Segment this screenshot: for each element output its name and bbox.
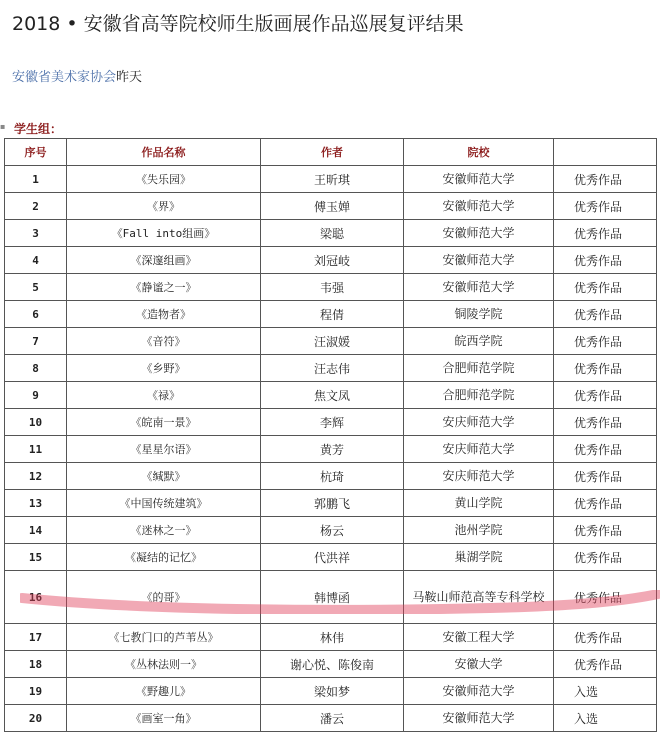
table-row (5, 166, 657, 193)
cell-award: 优秀作品 (554, 301, 657, 328)
cell-work-name: 《的哥》 (67, 571, 261, 624)
cell-award: 优秀作品 (554, 355, 657, 382)
table-header-row (5, 139, 657, 166)
cell-index: 13 (5, 490, 67, 517)
header-award (554, 139, 657, 166)
cell-school: 安徽师范大学 (404, 193, 554, 220)
article-title: 2018 • 安徽省高等院校师生版画展作品巡展复评结果 (12, 13, 464, 35)
table-row (5, 274, 657, 301)
cell-index: 2 (5, 193, 67, 220)
cell-index: 3 (5, 220, 67, 247)
cell-school: 安庆师范大学 (404, 463, 554, 490)
cell-author: 韦强 (261, 274, 404, 301)
cell-index: 1 (5, 166, 67, 193)
cell-school: 安庆师范大学 (404, 409, 554, 436)
cell-author: 王昕琪 (261, 166, 404, 193)
table-row (5, 247, 657, 274)
cell-school: 池州学院 (404, 517, 554, 544)
cell-author: 程倩 (261, 301, 404, 328)
cell-award: 优秀作品 (554, 274, 657, 301)
table-row (5, 409, 657, 436)
header-index: 序号 (5, 139, 67, 166)
table-row (5, 705, 657, 732)
cell-author: 汪志伟 (261, 355, 404, 382)
cell-index: 4 (5, 247, 67, 274)
cell-index: 20 (5, 705, 67, 732)
table-row (5, 517, 657, 544)
cell-author: 汪淑媛 (261, 328, 404, 355)
cell-school: 合肥师范学院 (404, 382, 554, 409)
cell-author: 杨云 (261, 517, 404, 544)
cell-work-name: 《画室一角》 (67, 705, 261, 732)
header-work-name: 作品名称 (67, 139, 261, 166)
cell-work-name: 《静谧之一》 (67, 274, 261, 301)
cell-school: 巢湖学院 (404, 544, 554, 571)
cell-author: 刘冠岐 (261, 247, 404, 274)
table-row (5, 328, 657, 355)
cell-author: 谢心悦、陈俊南 (261, 651, 404, 678)
results-table (4, 138, 657, 732)
header-author: 作者 (261, 139, 404, 166)
cell-index: 6 (5, 301, 67, 328)
article-meta (12, 66, 142, 85)
cell-award: 优秀作品 (554, 544, 657, 571)
cell-index: 17 (5, 624, 67, 651)
cell-index: 5 (5, 274, 67, 301)
table-row (5, 301, 657, 328)
cell-index: 11 (5, 436, 67, 463)
cell-work-name: 《Fall into组画》 (67, 220, 261, 247)
cell-author: 韩博函 (261, 571, 404, 624)
cell-school: 马鞍山师范高等专科学校 (404, 571, 554, 624)
cell-award: 优秀作品 (554, 166, 657, 193)
cell-index: 15 (5, 544, 67, 571)
cell-index: 14 (5, 517, 67, 544)
cell-index: 18 (5, 651, 67, 678)
cell-index: 16 (5, 571, 67, 624)
cell-author: 傅玉婵 (261, 193, 404, 220)
author-link[interactable]: 安徽省美术家协会 (12, 70, 117, 85)
cell-author: 梁如梦 (261, 678, 404, 705)
table-row (5, 382, 657, 409)
table-row (5, 571, 657, 624)
cell-work-name: 《乡野》 (67, 355, 261, 382)
cell-award: 优秀作品 (554, 382, 657, 409)
cell-author: 林伟 (261, 624, 404, 651)
cell-school: 安徽师范大学 (404, 274, 554, 301)
cell-index: 9 (5, 382, 67, 409)
table-row (5, 651, 657, 678)
anchor-icon: ▪ (0, 122, 6, 131)
cell-award: 入选 (554, 678, 657, 705)
cell-school: 皖西学院 (404, 328, 554, 355)
cell-index: 8 (5, 355, 67, 382)
cell-work-name: 《界》 (67, 193, 261, 220)
cell-work-name: 《七教门口的芦苇丛》 (67, 624, 261, 651)
cell-award: 优秀作品 (554, 517, 657, 544)
cell-award: 入选 (554, 705, 657, 732)
cell-index: 12 (5, 463, 67, 490)
cell-work-name: 《迷林之一》 (67, 517, 261, 544)
cell-work-name: 《星星尔语》 (67, 436, 261, 463)
table-row (5, 220, 657, 247)
cell-work-name: 《皖南一景》 (67, 409, 261, 436)
cell-award: 优秀作品 (554, 409, 657, 436)
cell-index: 10 (5, 409, 67, 436)
cell-school: 合肥师范学院 (404, 355, 554, 382)
group-label: 学生组： (14, 122, 63, 136)
cell-work-name: 《音符》 (67, 328, 261, 355)
cell-award: 优秀作品 (554, 463, 657, 490)
table-row (5, 678, 657, 705)
header-school: 院校 (404, 139, 554, 166)
cell-school: 安庆师范大学 (404, 436, 554, 463)
cell-award: 优秀作品 (554, 193, 657, 220)
cell-work-name: 《失乐园》 (67, 166, 261, 193)
cell-award: 优秀作品 (554, 490, 657, 517)
publish-time: 昨天 (116, 70, 143, 85)
cell-author: 杭琦 (261, 463, 404, 490)
cell-work-name: 《中国传统建筑》 (67, 490, 261, 517)
table-row (5, 624, 657, 651)
cell-work-name: 《禄》 (67, 382, 261, 409)
cell-school: 安徽师范大学 (404, 166, 554, 193)
cell-school: 安徽大学 (404, 651, 554, 678)
cell-work-name: 《野趣儿》 (67, 678, 261, 705)
cell-author: 焦文凤 (261, 382, 404, 409)
table-row (5, 463, 657, 490)
cell-work-name: 《造物者》 (67, 301, 261, 328)
cell-award: 优秀作品 (554, 436, 657, 463)
cell-author: 李辉 (261, 409, 404, 436)
table-row (5, 355, 657, 382)
cell-award: 优秀作品 (554, 571, 657, 624)
cell-index: 7 (5, 328, 67, 355)
cell-school: 安徽师范大学 (404, 705, 554, 732)
cell-award: 优秀作品 (554, 624, 657, 651)
cell-author: 黄芳 (261, 436, 404, 463)
cell-work-name: 《缄默》 (67, 463, 261, 490)
cell-author: 潘云 (261, 705, 404, 732)
cell-index: 19 (5, 678, 67, 705)
cell-work-name: 《深邃组画》 (67, 247, 261, 274)
cell-school: 铜陵学院 (404, 301, 554, 328)
cell-award: 优秀作品 (554, 651, 657, 678)
cell-school: 安徽师范大学 (404, 678, 554, 705)
cell-author: 代洪祥 (261, 544, 404, 571)
cell-award: 优秀作品 (554, 220, 657, 247)
table-body (5, 166, 657, 732)
cell-school: 安徽师范大学 (404, 247, 554, 274)
cell-award: 优秀作品 (554, 328, 657, 355)
cell-school: 安徽工程大学 (404, 624, 554, 651)
cell-award: 优秀作品 (554, 247, 657, 274)
cell-school: 黄山学院 (404, 490, 554, 517)
table-row (5, 436, 657, 463)
cell-author: 郭鹏飞 (261, 490, 404, 517)
cell-work-name: 《丛林法则一》 (67, 651, 261, 678)
cell-work-name: 《凝结的记忆》 (67, 544, 261, 571)
table-row (5, 544, 657, 571)
table-row (5, 490, 657, 517)
cell-school: 安徽师范大学 (404, 220, 554, 247)
cell-author: 梁聪 (261, 220, 404, 247)
table-row (5, 193, 657, 220)
